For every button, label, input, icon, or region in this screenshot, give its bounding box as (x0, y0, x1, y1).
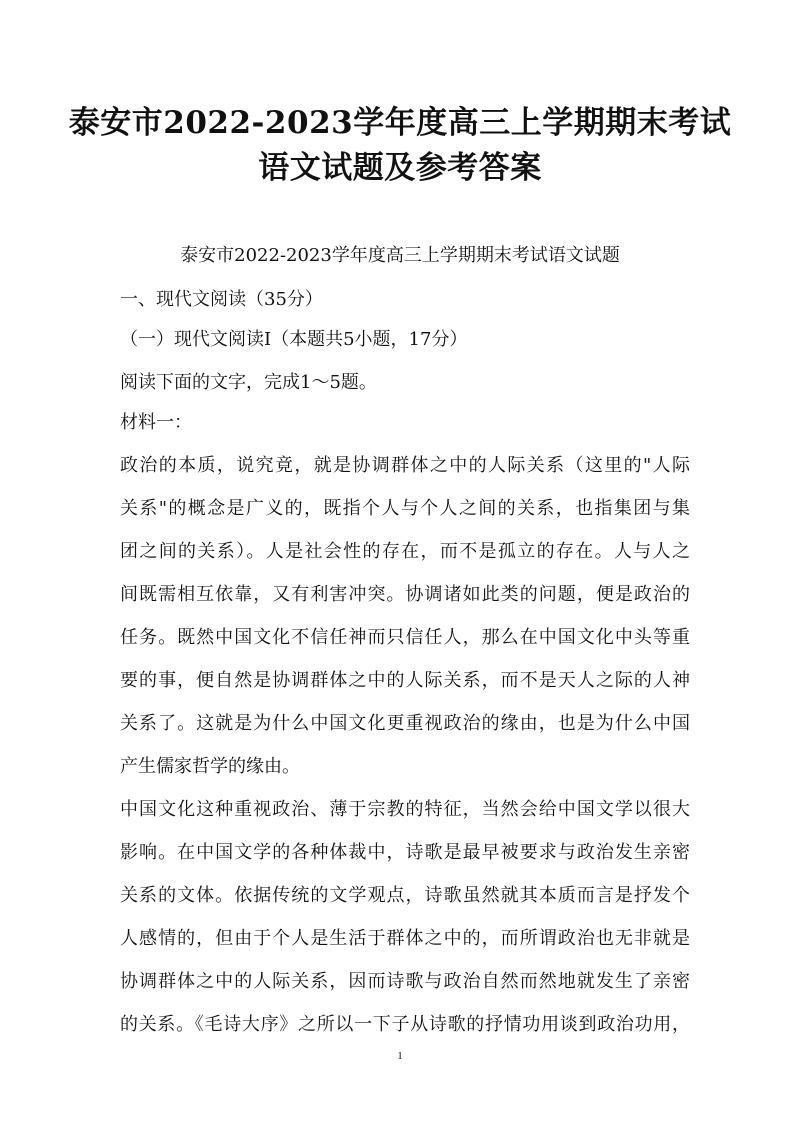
reading-instruction: 阅读下面的文字，完成1～5题。 (120, 372, 377, 393)
paragraph-2-line: 人感情的，但由于个人是生活于群体之中的，而所谓政治也无非就是 (120, 928, 690, 949)
paragraph-2-line: 协调群体之中的人际关系，因而诗歌与政治自然而然地就发生了亲密 (120, 971, 690, 992)
page-number: 1 (397, 1050, 403, 1062)
paragraph-1-line: 政治的本质，说究竟，就是协调群体之中的人际关系（这里的"人际 (120, 455, 690, 476)
paragraph-1-line: 任务。既然中国文化不信任神而只信任人，那么在中国文化中头等重 (120, 627, 690, 648)
paragraph-1-line: 要的事，便自然是协调群体之中的人际关系，而不是天人之际的人神 (120, 670, 690, 691)
subsection-heading: （一）现代文阅读Ⅰ（本题共5小题，17分） (120, 329, 468, 350)
paragraph-2-line: 的关系。《毛诗大序》之所以一下子从诗歌的抒情功用谈到政治功用， (120, 1014, 690, 1035)
paragraph-2-line: 中国文化这种重视政治、薄于宗教的特征，当然会给中国文学以很大 (120, 799, 690, 820)
paragraph-1-line: 关系了。这就是为什么中国文化更重视政治的缘由，也是为什么中国 (120, 713, 690, 734)
paragraph-1-line: 间既需相互依靠，又有利害冲突。协调诸如此类的问题，便是政治的 (120, 584, 690, 605)
section-heading: 一、现代文阅读（35分） (120, 289, 323, 310)
paragraph-1-line: 产生儒家哲学的缘由。 (120, 756, 300, 777)
paragraph-1-line: 团之间的关系）。人是社会性的存在，而不是孤立的存在。人与人之 (120, 541, 690, 562)
paragraph-2-line: 影响。在中国文学的各种体裁中，诗歌是最早被要求与政治发生亲密 (120, 842, 690, 863)
paragraph-2-line: 关系的文体。依据传统的文学观点，诗歌虽然就其本质而言是抒发个 (120, 885, 690, 906)
paragraph-1-line: 关系"的概念是广义的，既指个人与个人之间的关系，也指集团与集 (120, 498, 690, 519)
exam-subtitle: 泰安市2022-2023学年度高三上学期期末考试语文试题 (180, 245, 620, 266)
document-title-line-1: 泰安市2022-2023学年度高三上学期期末考试 (68, 105, 732, 141)
material-label: 材料一： (120, 412, 192, 433)
document-title-line-2: 语文试题及参考答案 (258, 150, 542, 186)
